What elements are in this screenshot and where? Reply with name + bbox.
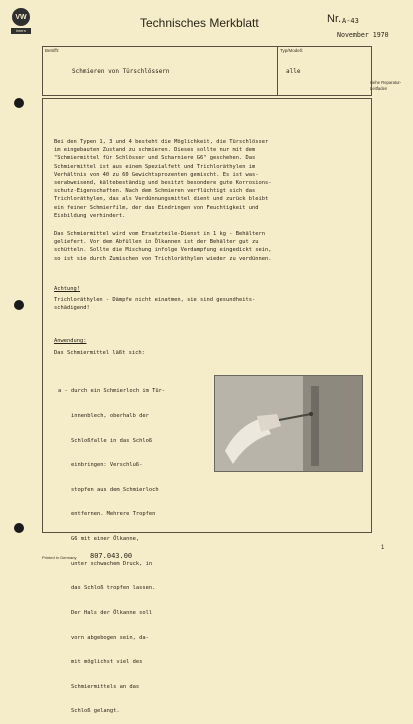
text-line: einbringen: Verschluß-	[58, 462, 143, 469]
paragraph-intro	[54, 138, 364, 220]
text-line: stopfen aus dem Schmierloch	[58, 486, 159, 493]
text-line: serabweisend, kältebeständig und besitzt besondere gute Korrosions-	[54, 180, 272, 187]
betrifft-value: Schmieren von Türschlössern	[72, 68, 170, 75]
text-line: Verhältnis von 40 zu 60 Gewichtsprozenten gemischt. Es ist was-	[54, 171, 259, 178]
usage-heading: Anwendung:	[54, 338, 87, 344]
page-number: 1	[381, 545, 385, 551]
text-line: innenblech, oberhalb der	[58, 413, 149, 420]
warning-text	[54, 296, 364, 312]
text-line: vorn abgebogen sein, da-	[58, 634, 149, 641]
date: November 1970	[337, 31, 389, 39]
text-line: ein feiner Schmierfilm, der das Eindringen von Feuchtigkeit und	[54, 204, 259, 211]
text-line: Schloßfalle in das Schloß	[58, 437, 153, 444]
text-line: Der Hals der Ölkanne soll	[58, 609, 153, 616]
typ-value: alle	[286, 68, 301, 75]
page-title: Technisches Merkblatt	[140, 16, 259, 30]
text-line: Schmiermittel ist aus einem Spezialfett und Trichloräthylen im	[54, 163, 256, 170]
usage-intro: Das Schmiermittel läßt sich:	[54, 350, 145, 356]
door-lock-lubrication-photo	[214, 375, 363, 472]
photo-illustration	[215, 376, 363, 472]
text-line: Das Schmiermittel wird vom Ersatzteile-Dienst in 1 kg - Behältern	[54, 231, 265, 237]
paragraph-supply	[54, 230, 364, 263]
text-line: Trichloräthylen - Dämpfe nicht einatmen, sie sind gesundheits-	[54, 297, 256, 303]
binder-hole-top	[14, 98, 24, 108]
footer-label: Printed in Germany	[42, 555, 77, 560]
binder-hole-middle	[14, 300, 24, 310]
warning-heading: Achtung!	[54, 286, 80, 292]
text-line: im eingebauten Zustand zu schmieren. Dieses sollte nur mit dem	[54, 147, 256, 154]
nr-label: Nr.	[327, 13, 342, 25]
nr-value: A-43	[342, 17, 359, 25]
text-line: schütteln. Sollte die Mischung infolge Verdampfung eingedickt sein,	[54, 247, 272, 254]
text-line: a - durch ein Schmierloch im Tür-	[58, 388, 166, 395]
text-line: mit möglichst viel des	[58, 659, 143, 666]
binder-hole-bottom	[14, 523, 24, 533]
text-line: das Schloß tropfen lassen.	[58, 585, 156, 592]
typ-label: Typ/Modell:	[280, 48, 304, 53]
text-line: so ist sie durch Zumischen von Trichloräthylen wieder zu verdünnen.	[54, 255, 272, 262]
text-line: schutz-Eigenschaften. Nach dem Schmieren verflüchtigt sich das	[54, 188, 256, 195]
text-line: "Schmiermittel für Schlösser und Scharniere G6" geschehen. Das	[54, 155, 256, 162]
betrifft-label: Betrifft:	[45, 48, 60, 53]
text-line: geliefert. Vor dem Abfüllen in Ölkannen ist der Behälter gut zu	[54, 239, 259, 246]
text-line: Bei den Typen 1, 3 und 4 besteht die Möglichkeit, die Türschlösser	[54, 139, 269, 145]
side-note: siehe Reparatur-Leitfaden	[370, 80, 402, 91]
text-line: Schloß gelangt.	[58, 708, 120, 715]
text-line: Schmiermittels an das	[58, 683, 140, 690]
text-line: unter schwachem Druck, in	[58, 560, 153, 567]
usage-item-a	[58, 371, 210, 724]
document-code: 807.043.00	[90, 552, 133, 560]
subject-box-divider	[277, 46, 278, 96]
text-line: entfernen. Mehrere Tropfen	[58, 511, 156, 518]
text-line: Eisbildung verhindert.	[54, 212, 126, 219]
text-line: Trichloräthylen, das als Verdünnungsmittel dient und zurück bleibt	[54, 196, 269, 203]
logo-subtext: intern	[11, 28, 31, 34]
text-line: schädigend!	[54, 305, 90, 312]
text-line: G6 mit einer Ölkanne,	[58, 536, 140, 543]
vw-logo: VW	[12, 8, 30, 26]
